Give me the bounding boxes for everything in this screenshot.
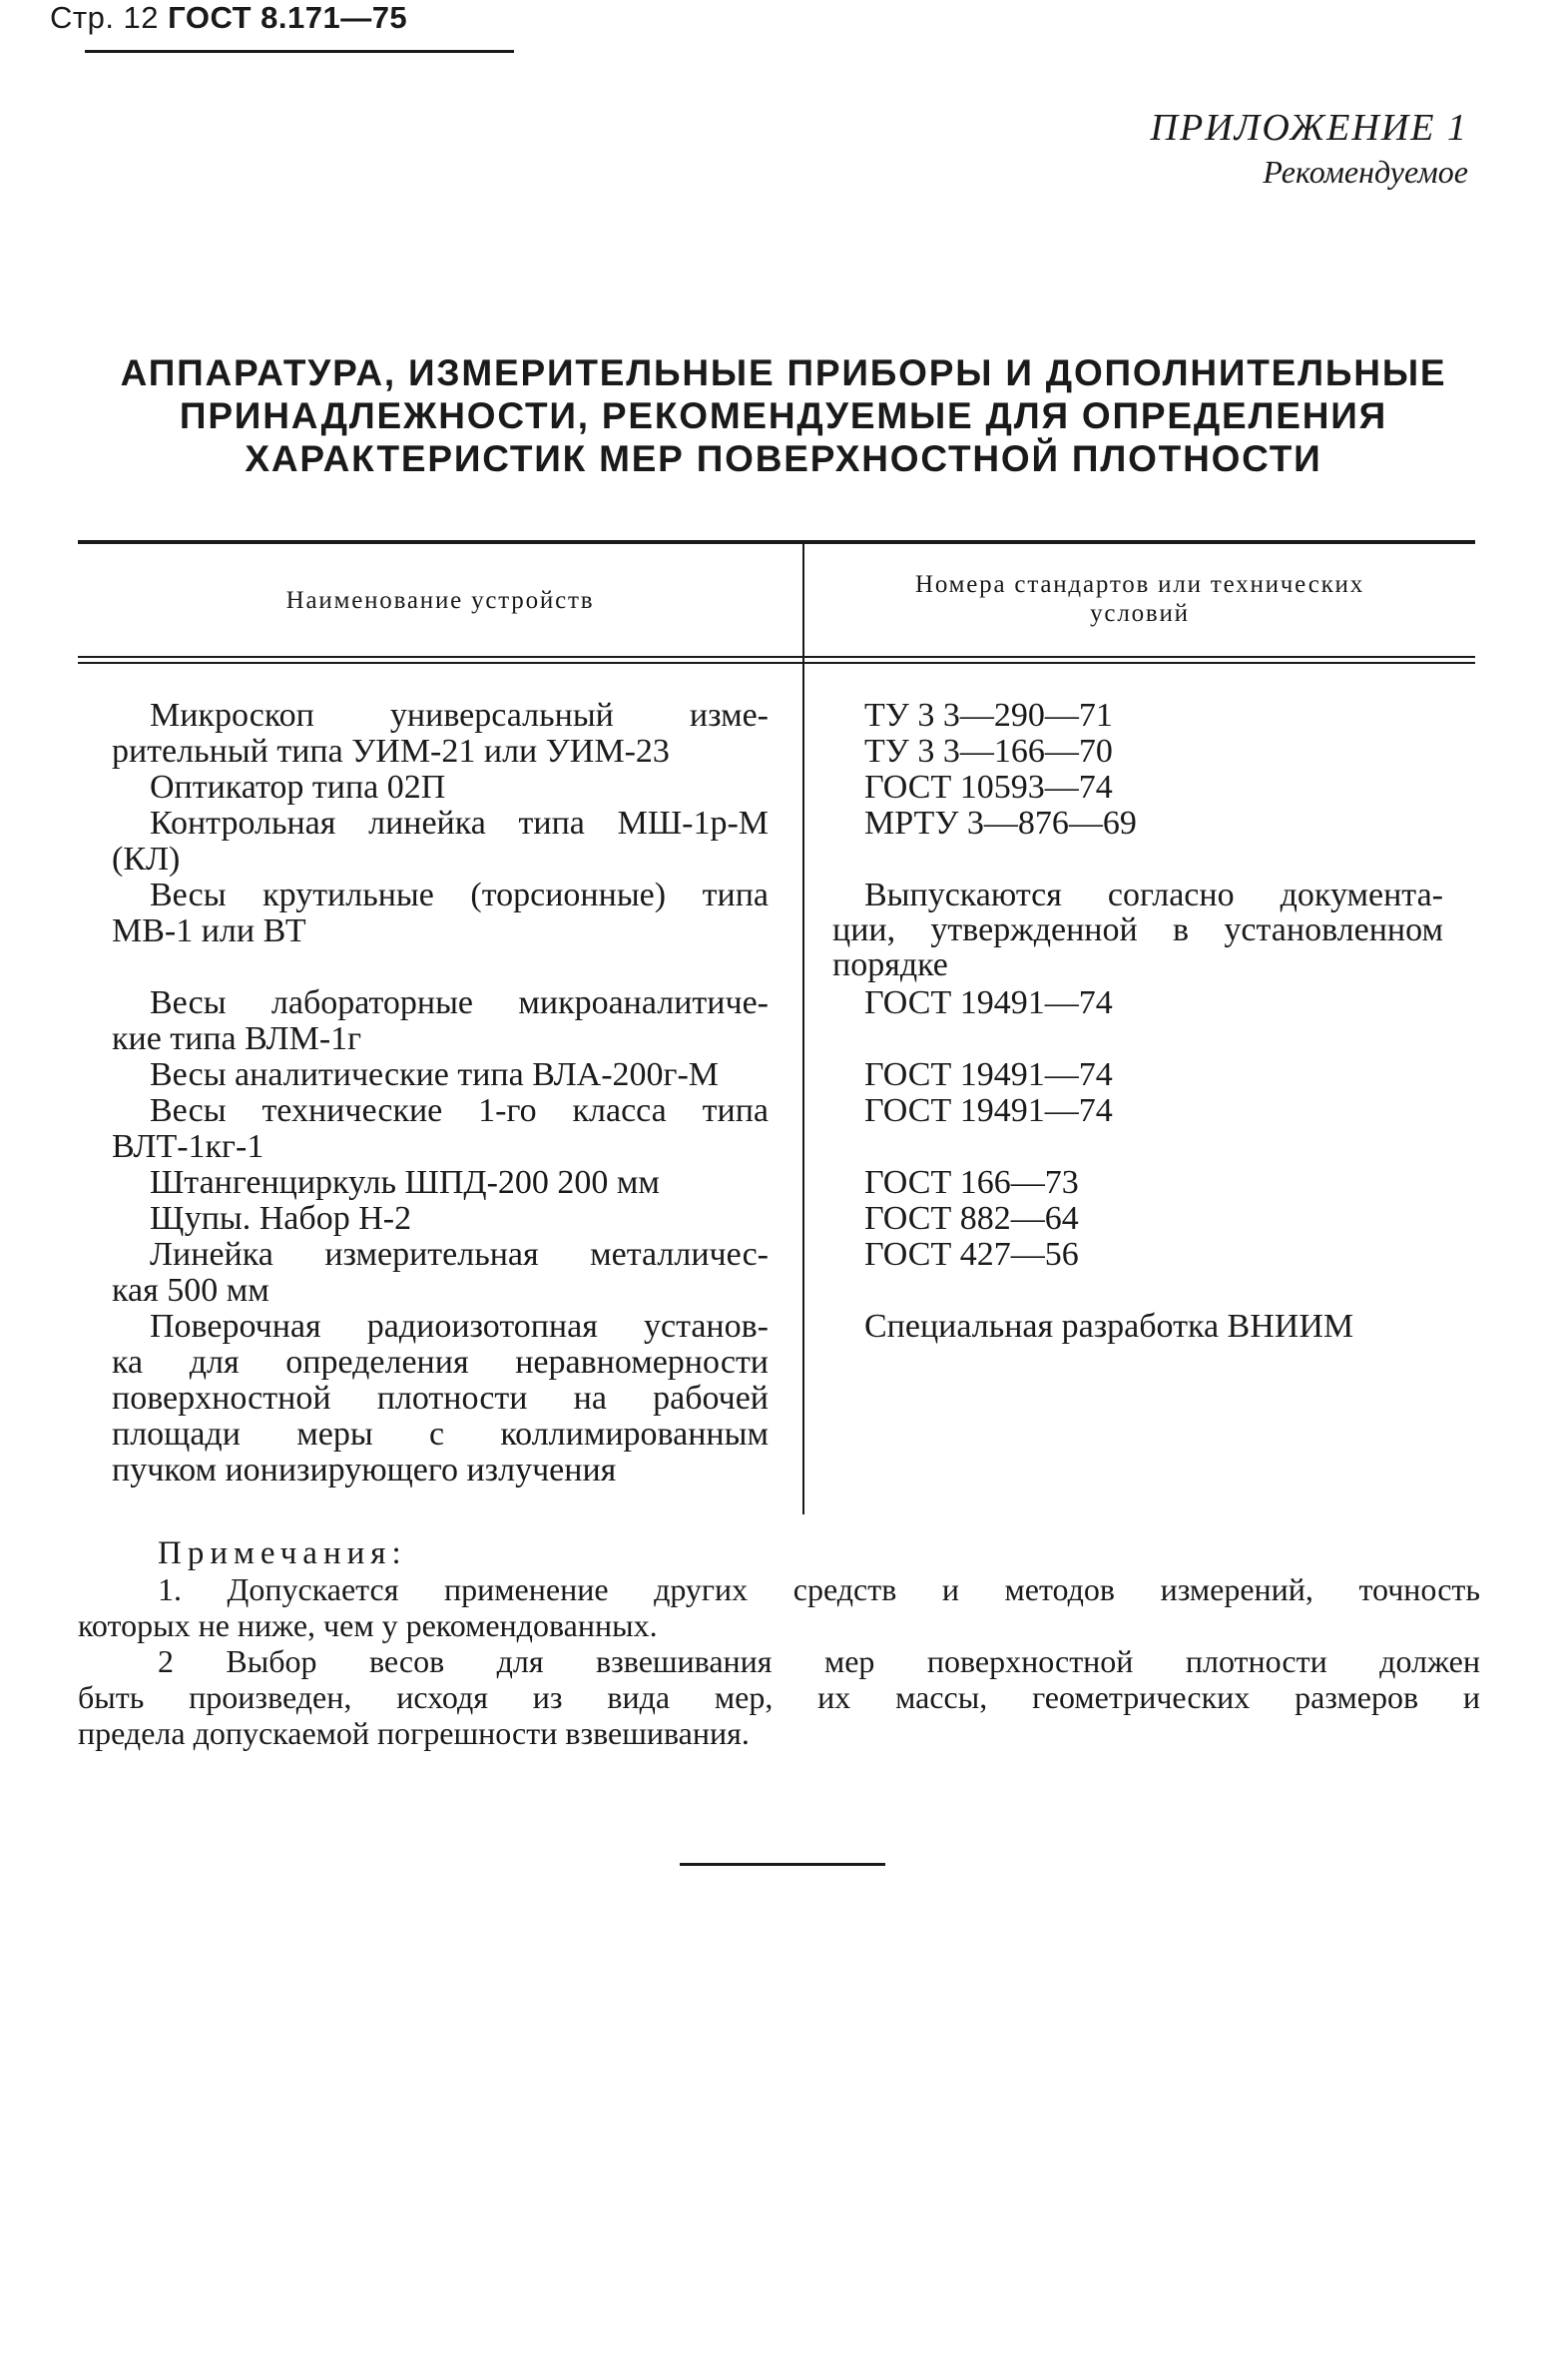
note-item [78, 1643, 1480, 1751]
table-row-device [112, 698, 769, 770]
cell-line: Весы технические 1-го класса типа [150, 1092, 769, 1129]
cell-line: Штангенциркуль ШПД-200 200 мм [150, 1164, 660, 1201]
cell-line: ВЛТ-1кг-1 [112, 1128, 264, 1165]
cell-line: кие типа ВЛМ-1г [112, 1020, 362, 1057]
cell-line: Оптикатор типа 02П [150, 769, 446, 806]
appendix-label-block [1151, 105, 1468, 193]
document-title [60, 351, 1507, 480]
cell-line: рительный типа УИМ-21 или УИМ-23 [112, 733, 670, 770]
table-row-device [112, 878, 769, 949]
page-number: Стр. 12 [50, 0, 160, 35]
note-line: быть произведен, исходя из вида мер, их массы, геометрических размеров и [78, 1679, 1480, 1715]
cell-line: МРТУ 3—876—69 [864, 805, 1137, 842]
note-line: 2 Выбор весов для взвешивания мер поверхностной плотности должен [158, 1643, 1480, 1679]
cell-line: ка для определения неравномерности [112, 1344, 769, 1381]
table-top-rule [78, 540, 1475, 544]
cell-line: Линейка измерительная металличес- [150, 1236, 769, 1273]
page-header [50, 0, 407, 36]
header-rule [78, 656, 1475, 658]
header-line: условий [1090, 600, 1190, 627]
table-row-standard [832, 1165, 1443, 1201]
cell-line: ГОСТ 19491—74 [864, 1092, 1113, 1129]
table-row-standard [832, 1237, 1443, 1273]
table-row-standard [832, 770, 1443, 806]
notes-title: Примечания: [158, 1535, 407, 1571]
cell-line: поверхностной плотности на рабочей [112, 1380, 769, 1417]
cell-line: Микроскоп универсальный изме- [150, 697, 769, 734]
table-row-device [112, 1309, 769, 1488]
table-row-standard [832, 806, 1443, 842]
end-rule [680, 1863, 885, 1866]
cell-line: ции, утвержденной в установленном [832, 911, 1443, 948]
cell-line: ГОСТ 19491—74 [864, 984, 1113, 1021]
table-row-standard [832, 1093, 1443, 1129]
note-line: 1. Допускается применение других средств и методов измерений, точность [158, 1571, 1480, 1607]
table-row-device [112, 806, 769, 878]
column-header-device: Наименование устройств [285, 587, 595, 614]
table-row-device [112, 1093, 769, 1165]
header-line: Номера стандартов или технических [914, 571, 1365, 598]
note-item [78, 1571, 1480, 1643]
table-row-standard [832, 1201, 1443, 1237]
table-row-standard [832, 878, 1443, 982]
cell-line: ТУ 3 3—290—71 [864, 697, 1113, 734]
table-row-standard [832, 1057, 1443, 1093]
cell-line: площади меры с коллимированным [112, 1416, 769, 1453]
cell-line: ГОСТ 19491—74 [864, 1056, 1113, 1093]
cell-line: ТУ 3 3—166—70 [864, 733, 1113, 770]
cell-line: Поверочная радиоизотопная установ- [150, 1308, 769, 1345]
table-row-device [112, 1057, 769, 1093]
table-row-standard [832, 1309, 1443, 1345]
table-row-device [112, 1165, 769, 1201]
table-row-device [112, 1237, 769, 1309]
table-row-standard [832, 698, 1443, 770]
header-rule [85, 50, 514, 53]
cell-line: кая 500 мм [112, 1272, 269, 1309]
table-row-device [112, 1201, 769, 1237]
cell-line: Выпускаются согласно документа- [864, 877, 1443, 913]
note-line: предела допускаемой погрешности взвешивания. [78, 1715, 750, 1751]
table-row-device [112, 985, 769, 1057]
title-line: ПРИНАДЛЕЖНОСТИ, РЕКОМЕНДУЕМЫЕ ДЛЯ ОПРЕДЕЛЕНИЯ [179, 395, 1388, 436]
table-row-device [112, 770, 769, 806]
column-header-standards [804, 570, 1475, 628]
table-row-standard [832, 985, 1443, 1021]
cell-line: пучком ионизирующего излучения [112, 1452, 617, 1488]
standard-designation: ГОСТ 8.171—75 [168, 0, 408, 35]
header-rule [78, 662, 1475, 664]
cell-line: Щупы. Набор Н-2 [150, 1200, 412, 1237]
cell-line: ГОСТ 882—64 [864, 1200, 1079, 1237]
cell-line: ГОСТ 166—73 [864, 1164, 1079, 1201]
cell-line: Контрольная линейка типа МШ-1р-М [150, 805, 769, 842]
appendix-status: Рекомендуемое [1263, 154, 1468, 190]
cell-line: порядке [832, 946, 948, 983]
title-line: АППАРАТУРА, ИЗМЕРИТЕЛЬНЫЕ ПРИБОРЫ И ДОПОЛНИТЕЛЬНЫЕ [120, 352, 1447, 393]
cell-line: (КЛ) [112, 841, 181, 878]
notes-section [78, 1535, 1480, 1751]
cell-line: ГОСТ 10593—74 [864, 769, 1113, 806]
table-column-divider [802, 540, 804, 1514]
cell-line: Весы аналитические типа ВЛА-200г-М [150, 1056, 720, 1093]
title-line: ХАРАКТЕРИСТИК МЕР ПОВЕРХНОСТНОЙ ПЛОТНОСТИ [245, 438, 1322, 479]
cell-line: Специальная разработка ВНИИМ [864, 1308, 1354, 1345]
cell-line: ГОСТ 427—56 [864, 1236, 1079, 1273]
note-line: которых не ниже, чем у рекомендованных. [78, 1607, 658, 1643]
cell-line: Весы лабораторные микроаналитиче- [150, 984, 769, 1021]
cell-line: МВ-1 или ВТ [112, 912, 306, 949]
cell-line: Весы крутильные (торсионные) типа [150, 877, 769, 913]
appendix-label: ПРИЛОЖЕНИЕ 1 [1150, 107, 1468, 149]
